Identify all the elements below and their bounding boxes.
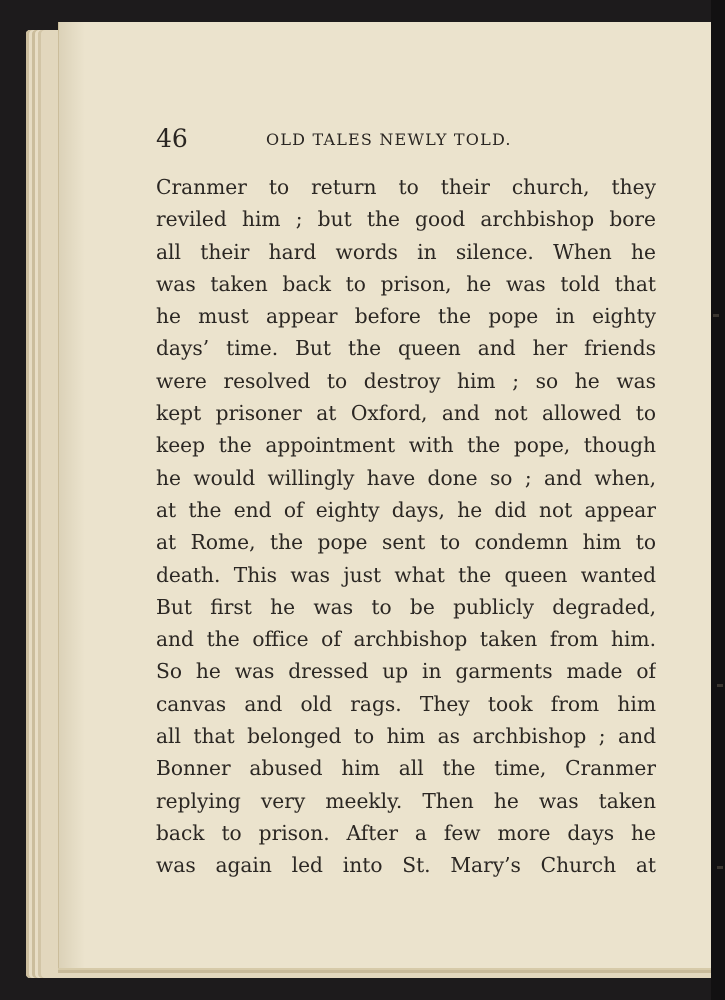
text-line: death. This was just what the queen wanted [156,562,656,587]
text-line: he must appear before the pope in eighty [156,304,656,329]
text-line: keep the appointment with the pope, though [156,433,656,458]
page-header [156,124,656,160]
text-line: days’ time. But the queen and her friends [156,336,656,361]
text-line: canvas and old rags. They took from him [156,691,656,716]
running-head: OLD TALES NEWLY TOLD. [266,130,512,149]
text-line: But first he was to be publicly degraded, [156,594,656,619]
text-line: Bonner abused him all the time, Cranmer [156,756,656,781]
text-line: was again led into St. Mary’s Church at [156,853,656,878]
text-line: reviled him ; but the good archbishop bore [156,207,656,232]
scan-background-strip [711,0,725,1000]
body-text [156,171,656,882]
text-line: at Rome, the pope sent to condemn him to [156,530,656,555]
text-line: Cranmer to return to their church, they [156,175,656,199]
text-line: all that belonged to him as archbishop ; and [156,724,656,749]
scan-edge-mark [717,866,723,869]
text-line: and the office of archbishop taken from him. [156,627,656,652]
text-line: all their hard words in silence. When he [156,239,656,264]
text-line: replying very meekly. Then he was taken [156,788,656,813]
text-line: So he was dressed up in garments made of [156,659,656,684]
text-line: at the end of eighty days, he did not appear [156,497,656,522]
text-line: back to prison. After a few more days he [156,820,656,845]
text-line: he would willingly have done so ; and when, [156,465,656,490]
text-line: kept prisoner at Oxford, and not allowed to [156,401,656,426]
page-number: 46 [156,124,188,153]
scan-edge-mark [713,314,719,317]
text-line: were resolved to destroy him ; so he was [156,368,656,393]
text-line: was taken back to prison, he was told that [156,271,656,296]
scan-edge-mark [717,684,723,687]
